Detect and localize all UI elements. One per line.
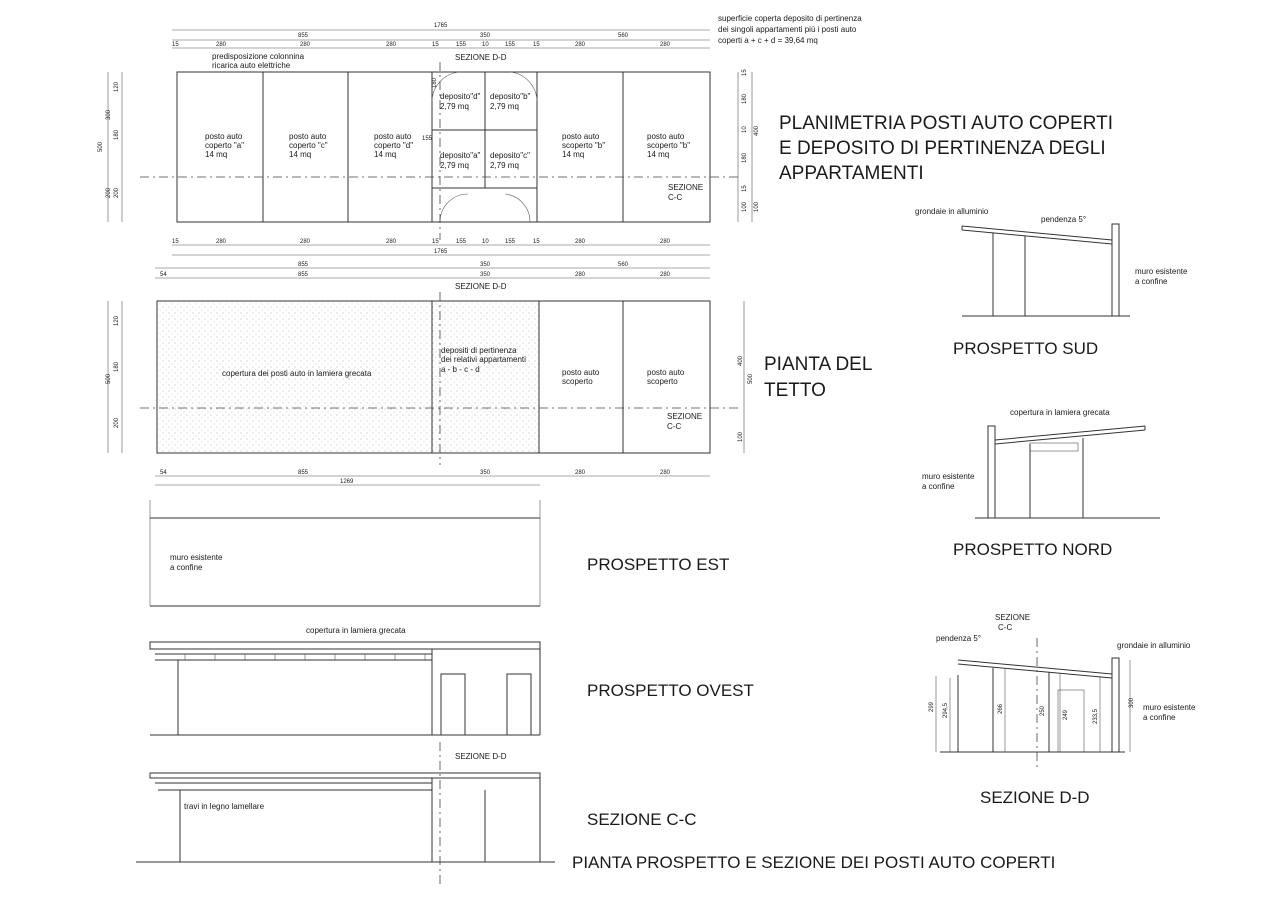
- charger-note: ricarica auto elettriche: [212, 61, 291, 70]
- dimension-label: 280: [575, 239, 586, 245]
- dimension-label: 180: [742, 93, 748, 104]
- east-elevation: [150, 500, 540, 606]
- section-cc: [136, 742, 555, 885]
- elevation-note: a confine: [1143, 713, 1176, 722]
- elevation-note: grondaie in alluminio: [915, 207, 989, 216]
- beam-ticks: [185, 654, 425, 660]
- dimension-label: 155: [456, 42, 467, 48]
- dimension-label: 560: [618, 33, 629, 39]
- section-cc-title: SEZIONE C-C: [587, 810, 697, 829]
- dimension-label: 54: [160, 470, 167, 476]
- dimension-label: 266: [998, 703, 1004, 714]
- dimension-label: 10: [742, 126, 748, 133]
- dimension-label: 120: [114, 81, 120, 92]
- dimension-label: 300: [106, 109, 112, 120]
- parking-spot-label: scoperto "b": [647, 141, 691, 150]
- roof-label: depositi di pertinenza: [441, 346, 517, 355]
- plan-title: APPARTAMENTI: [779, 163, 924, 184]
- parking-spot-label: posto auto: [562, 132, 600, 141]
- deposit-label: deposito"c": [490, 151, 530, 160]
- plan-title: PLANIMETRIA POSTI AUTO COPERTI: [779, 113, 1113, 134]
- dimension-label: 200: [114, 417, 120, 428]
- elevation-note: copertura in lamiera grecata: [306, 626, 406, 635]
- roof-title: PIANTA DEL: [764, 354, 873, 375]
- parking-spot-label: 14 mq: [374, 150, 397, 159]
- note-line: dei singoli appartamenti più i posti auto: [718, 25, 857, 34]
- elevation-note: a confine: [170, 563, 203, 572]
- dimension-label: 280: [660, 272, 671, 278]
- parking-spot-label: posto auto: [374, 132, 412, 141]
- dimension-label: 15: [172, 239, 179, 245]
- section-marker: SEZIONE: [668, 183, 704, 192]
- dimension-label: 15: [172, 42, 179, 48]
- roof-label: a - b - c - d: [441, 365, 480, 374]
- dimension-label: 855: [298, 262, 309, 268]
- dimension-label: 280: [660, 42, 671, 48]
- dimension-label: 300: [1129, 697, 1135, 708]
- dimension-label: 500: [106, 373, 112, 384]
- dimension-label: 233,5: [1093, 708, 1099, 724]
- dimension-label: 350: [480, 470, 491, 476]
- roof-title: TETTO: [764, 380, 826, 401]
- roof-plan: [106, 262, 754, 485]
- parking-spot-label: coperto "a": [205, 141, 245, 150]
- dimension-label: 15: [533, 42, 540, 48]
- dimension-label: 350: [480, 262, 491, 268]
- note-line: coperti a + c + d = 39,64 mq: [718, 36, 818, 45]
- parking-spot-label: 14 mq: [562, 150, 585, 159]
- floor-plan: [98, 23, 760, 255]
- dimension-label: 280: [660, 239, 671, 245]
- parking-spot-label: coperto "d": [374, 141, 414, 150]
- section-marker: C-C: [668, 193, 683, 202]
- parking-spot-label: posto auto: [205, 132, 243, 141]
- elevation-note: a confine: [922, 482, 955, 491]
- roof-label: posto auto: [647, 368, 685, 377]
- section-marker: SEZIONE D-D: [455, 282, 507, 291]
- dimension-label: 249: [1063, 709, 1069, 720]
- elevation-note: pendenza 5°: [936, 634, 982, 643]
- dimension-label: 280: [300, 42, 311, 48]
- dimension-label: 1765: [434, 23, 448, 29]
- dimension-label: 400: [738, 355, 744, 366]
- dimension-label: 280: [575, 42, 586, 48]
- dimension-label: 10: [482, 239, 489, 245]
- dimension-label: 280: [660, 470, 671, 476]
- dimension-label: 155: [422, 136, 433, 142]
- west-elevation-title: PROSPETTO OVEST: [587, 681, 754, 700]
- dimension-label: 294,5: [943, 702, 949, 718]
- dimension-label: 15: [432, 239, 439, 245]
- dimension-label: 54: [160, 272, 167, 278]
- elevation-note: a confine: [1135, 277, 1168, 286]
- dimension-label: 280: [575, 470, 586, 476]
- dimension-label: 560: [618, 262, 629, 268]
- dimension-label: 350: [480, 272, 491, 278]
- section-marker: SEZIONE D-D: [455, 53, 507, 62]
- dimension-label: 500: [748, 373, 754, 384]
- south-elevation: [915, 207, 1188, 316]
- roof-label: copertura dei posti auto in lamiera grecata: [222, 369, 372, 378]
- dimension-label: 100: [738, 431, 744, 442]
- section-marker: SEZIONE: [995, 613, 1031, 622]
- dimension-label: 280: [216, 42, 227, 48]
- parking-spot-label: 14 mq: [205, 150, 228, 159]
- deposit-label: deposito"d": [440, 92, 481, 101]
- parking-spot-label: posto auto: [289, 132, 327, 141]
- deposit-label: 2,79 mq: [440, 102, 469, 111]
- north-elevation: [922, 408, 1160, 518]
- deposit-label: deposito"a": [440, 151, 481, 160]
- dimension-label: 400: [754, 125, 760, 136]
- roof-label: dei relativi appartamenti: [441, 355, 526, 364]
- west-elevation: [150, 626, 540, 735]
- section-marker: SEZIONE: [667, 412, 703, 421]
- deposit-label: deposito"b": [490, 92, 531, 101]
- dimension-label: 299: [929, 701, 935, 712]
- elevation-note: muro esistente: [922, 472, 975, 481]
- dimension-label: 100: [754, 201, 760, 212]
- section-marker: SEZIONE D-D: [455, 752, 507, 761]
- plan-title: E DEPOSITO DI PERTINENZA DEGLI: [779, 138, 1106, 159]
- elevation-note: muro esistente: [170, 553, 223, 562]
- deposit-label: 2,79 mq: [490, 161, 519, 170]
- dimension-label: 1269: [340, 479, 354, 485]
- dimension-label: 180: [114, 361, 120, 372]
- dimension-label: 15: [432, 42, 439, 48]
- dimension-label: 280: [300, 239, 311, 245]
- dimension-label: 200: [106, 187, 112, 198]
- roof-label: scoperto: [647, 377, 678, 386]
- dimension-label: 10: [482, 42, 489, 48]
- roof-label: scoperto: [562, 377, 593, 386]
- section-marker: C-C: [667, 422, 682, 431]
- elevation-note: pendenza 5°: [1041, 215, 1087, 224]
- dimension-label: 180: [114, 129, 120, 140]
- section-marker: C-C: [998, 623, 1013, 632]
- dimension-label: 350: [480, 33, 491, 39]
- dimension-label: 155: [505, 42, 516, 48]
- dimension-label: 15: [742, 69, 748, 76]
- dimension-label: 280: [575, 272, 586, 278]
- elevation-note: grondaie in alluminio: [1117, 641, 1191, 650]
- section-dd-title: SEZIONE D-D: [980, 788, 1090, 807]
- parking-spot-label: scoperto "b": [562, 141, 606, 150]
- parking-spot-label: coperto "c": [289, 141, 328, 150]
- dimension-label: 250: [1040, 705, 1046, 716]
- main-title: PIANTA PROSPETTO E SEZIONE DEI POSTI AUTO COPERTI: [572, 853, 1056, 872]
- note-line: superficie coperta deposito di pertinenza: [718, 14, 862, 23]
- dimension-label: 120: [114, 315, 120, 326]
- dimension-label: 15: [533, 239, 540, 245]
- dimension-label: 855: [298, 33, 309, 39]
- section-dd: [929, 613, 1196, 770]
- parking-spot-label: posto auto: [647, 132, 685, 141]
- east-elevation-title: PROSPETTO EST: [587, 555, 730, 574]
- dimension-label: 180: [742, 152, 748, 163]
- surface-note: [718, 14, 862, 45]
- dimension-label: 200: [114, 187, 120, 198]
- elevation-note: muro esistente: [1143, 703, 1196, 712]
- south-elevation-title: PROSPETTO SUD: [953, 339, 1099, 358]
- charger-note: predisposizione colonnina: [212, 52, 305, 61]
- section-note: travi in legno lamellare: [184, 802, 265, 811]
- dimension-label: 180: [432, 77, 438, 88]
- parking-spot-label: 14 mq: [289, 150, 312, 159]
- deposit-label: 2,79 mq: [490, 102, 519, 111]
- dimension-label: 155: [456, 239, 467, 245]
- dimension-label: 1765: [434, 249, 448, 255]
- dimension-label: 280: [386, 42, 397, 48]
- north-elevation-title: PROSPETTO NORD: [953, 540, 1113, 559]
- dimension-label: 855: [298, 470, 309, 476]
- dimension-label: 855: [298, 272, 309, 278]
- deposit-label: 2,79 mq: [440, 161, 469, 170]
- dimension-label: 100: [742, 201, 748, 212]
- roof-label: posto auto: [562, 368, 600, 377]
- parking-spot-label: 14 mq: [647, 150, 670, 159]
- elevation-note: copertura in lamiera grecata: [1010, 408, 1110, 417]
- dimension-label: 155: [505, 239, 516, 245]
- dimension-label: 280: [216, 239, 227, 245]
- elevation-note: muro esistente: [1135, 267, 1188, 276]
- dimension-label: 500: [98, 141, 104, 152]
- dimension-label: 280: [386, 239, 397, 245]
- dimension-label: 15: [742, 185, 748, 192]
